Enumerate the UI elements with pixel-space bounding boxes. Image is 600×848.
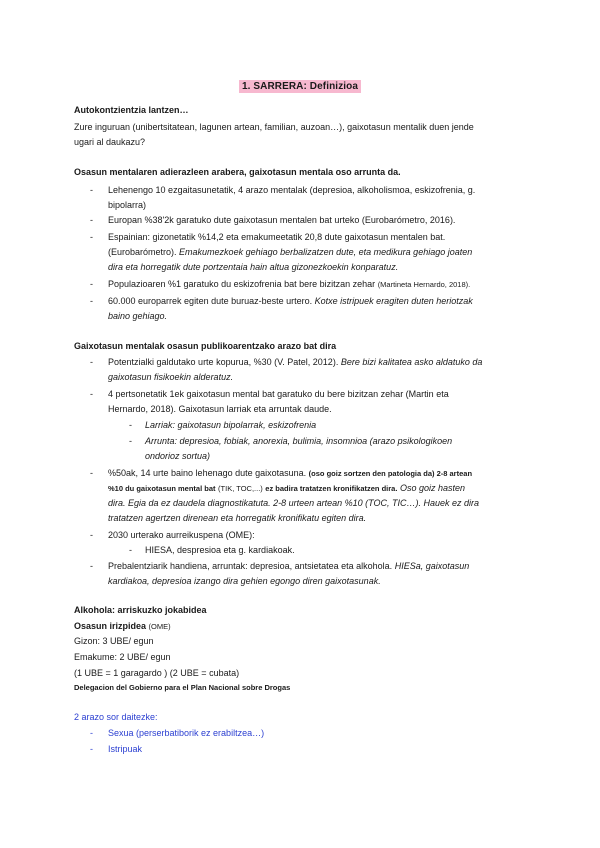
s2-bullet3-line1 — [108, 466, 472, 481]
s2-bullet2-line2: Hernardo, 2018). Gaixotasun larriak eta arruntak daude. — [108, 404, 332, 414]
section3-source: Delegacion del Gobierno para el Plan Nacional sobre Drogas — [74, 683, 291, 692]
s1-bullet3-source: (Eurobarómetro). — [108, 247, 177, 257]
s1-bullet5-line1 — [108, 294, 473, 309]
s1-bullet3-line1: Espainian: gizonetatik %14,2 eta emakumeetatik 20,8 dute gaixotasun mentalen bat. — [108, 232, 446, 242]
s2-bullet1-line2: gaixotasun fisikoekin alderatuz. — [108, 372, 234, 382]
s1-bullet1-line2: bipolarra) — [108, 200, 147, 210]
section4-item1: Sexua (perserbatiborik ez erabiltzea…) — [108, 728, 265, 738]
bullet-dash: - — [90, 279, 93, 289]
bullet-dash: - — [90, 296, 93, 306]
bullet-dash: - — [90, 185, 93, 195]
bullet-dash: - — [90, 744, 93, 754]
s2-bullet3-l2b: (TIK, TOC,...) — [218, 484, 263, 493]
s2-sub2-line1: Arrunta: depresioa, fobiak, anorexia, bulimia, insomnioa (arazo psikologikoen — [145, 436, 453, 446]
s2-bullet1-text: Potentzialki galdutako urte kopurua, %30 (V. Patel, 2012). — [108, 357, 339, 367]
section1-heading: Osasun mentalaren adierazleen arabera, gaixotasun mentala oso arruntа da. — [74, 167, 401, 177]
bullet-dash: - — [90, 215, 93, 225]
s2-bullet3-line4: tratatzen agertzen direnean eta horregatik kronifikatu egiten dira. — [108, 513, 367, 523]
section3-line3: (1 UBE = 1 garagardo ) (2 UBE = cubata) — [74, 668, 240, 678]
s1-bullet5-note: Kotxe istripuek eragiten duten heriotzak — [314, 296, 473, 306]
section3-criteria — [74, 619, 171, 634]
s1-bullet2: Europan %38'2k garatuko dute gaixotasun mentalen bat urteko (Eurobarómetro, 2016). — [108, 215, 456, 225]
intro-text-line1: Zure inguruan (unibertsitatean, lagunen artean, familian, auzoan…), gaixotasun mentalik duen jende — [74, 122, 474, 132]
s2-sub1: Larriak: gaixotasun bipolarrak, eskizofrenia — [145, 420, 317, 430]
section3-criteria-label: Osasun irizpidea — [74, 621, 147, 631]
s2-bullet2-line1: 4 pertsonetatik 1ek gaixotasun mental bat garatuko du bere bizitzan zehar (Martin eta — [108, 389, 449, 399]
s1-bullet4-source: (Martineta Hernardo, 2018). — [377, 280, 471, 289]
section3-criteria-org: (OME) — [148, 622, 171, 631]
intro-text-line2: ugari al daukazu? — [74, 137, 146, 147]
bullet-dash: - — [90, 468, 93, 478]
bullet-dash: - — [90, 357, 93, 367]
section3-heading: Alkohola: arriskuzko jokabidea — [74, 605, 207, 615]
section3-line1: Gizon: 3 UBE/ egun — [74, 636, 154, 646]
s2-bullet5-text: Prebalentziarik handiena, arruntak: depresioa, antsietatea eta alkohola. — [108, 561, 393, 571]
sub-bullet-dash: - — [129, 545, 132, 555]
s2-bullet3-l2a: %10 du gaixotasun mental bat — [108, 484, 216, 493]
s1-bullet4-text: Populazioaren %1 garatuko du eskizofrenia bat bere bizitzan zehar — [108, 279, 376, 289]
s1-bullet3-line3: dira eta horregatik dute portzentaia hain altua gizonezkoekin konparatuz. — [108, 262, 399, 272]
bullet-dash: - — [90, 530, 93, 540]
s2-bullet4-sub1: HIESA, despresioa eta g. kardiakoak. — [145, 545, 295, 555]
bullet-dash: - — [90, 728, 93, 738]
title-wrapper — [0, 76, 600, 94]
intro-heading: Autokontzientzia lantzen… — [74, 105, 189, 115]
s2-bullet5-note: HIESa, gaixotasun — [394, 561, 470, 571]
section3-line2: Emakume: 2 UBE/ egun — [74, 652, 171, 662]
s1-bullet5-line2: baino gehiago. — [108, 311, 168, 321]
s1-bullet3-line2 — [108, 245, 472, 260]
section4-item2: Istripuak — [108, 744, 143, 754]
s2-bullet3-l2d: Oso goiz hasten — [399, 483, 465, 493]
s2-bullet1-line1 — [108, 355, 482, 370]
sub-bullet-dash: - — [129, 436, 132, 446]
sub-bullet-dash: - — [129, 420, 132, 430]
s2-bullet4: 2030 urterako aurreikuspena (OME): — [108, 530, 255, 540]
s2-bullet3-note: (oso goiz sortzen den patologia da) 2-8 artean — [308, 469, 473, 478]
bullet-dash: - — [90, 389, 93, 399]
s2-bullet3-l2c: ez badira tratatzen kronifikatzen dira. — [265, 484, 398, 493]
section4-heading: 2 arazo sor daitezke: — [74, 712, 158, 722]
s1-bullet3-note: Emakumezkoek gehiago berbalizatzen dute, eta medikura gehiago joaten — [179, 247, 473, 257]
s1-bullet5-text: 60.000 europarrek egiten dute buruaz-beste urtero. — [108, 296, 313, 306]
s2-bullet5-line2: kardiakoa, depresioa izango dira gehien egongo diren gaixotasunak. — [108, 576, 381, 586]
s2-bullet1-note: Bere bizi kalitatea asko aldatuko da — [340, 357, 483, 367]
page-title: 1. SARRERA: Definizioa — [239, 80, 361, 93]
s2-bullet3-line3: dira. Egia da ez daudela diagnostikatuta. 2-8 urteen artean %10 (TOC, TIC…). Hauek ez dira — [108, 498, 480, 508]
section2-heading: Gaixotasun mentalak osasun publikoarentzako arazo bat dira — [74, 341, 337, 351]
s1-bullet4 — [108, 277, 470, 292]
s2-sub2-line2: ondorioz sortua) — [145, 451, 211, 461]
bullet-dash: - — [90, 561, 93, 571]
bullet-dash: - — [90, 232, 93, 242]
s2-bullet3-text: %50ak, 14 urte baino lehenago dute gaixotasuna. — [108, 468, 307, 478]
s2-bullet5-line1 — [108, 559, 469, 574]
s1-bullet1-line1: Lehenengo 10 ezgaitasunetatik, 4 arazo mentalak (depresioa, alkoholismoa, eskizofrenia, g. — [108, 185, 476, 195]
s2-bullet3-line2 — [108, 481, 465, 496]
